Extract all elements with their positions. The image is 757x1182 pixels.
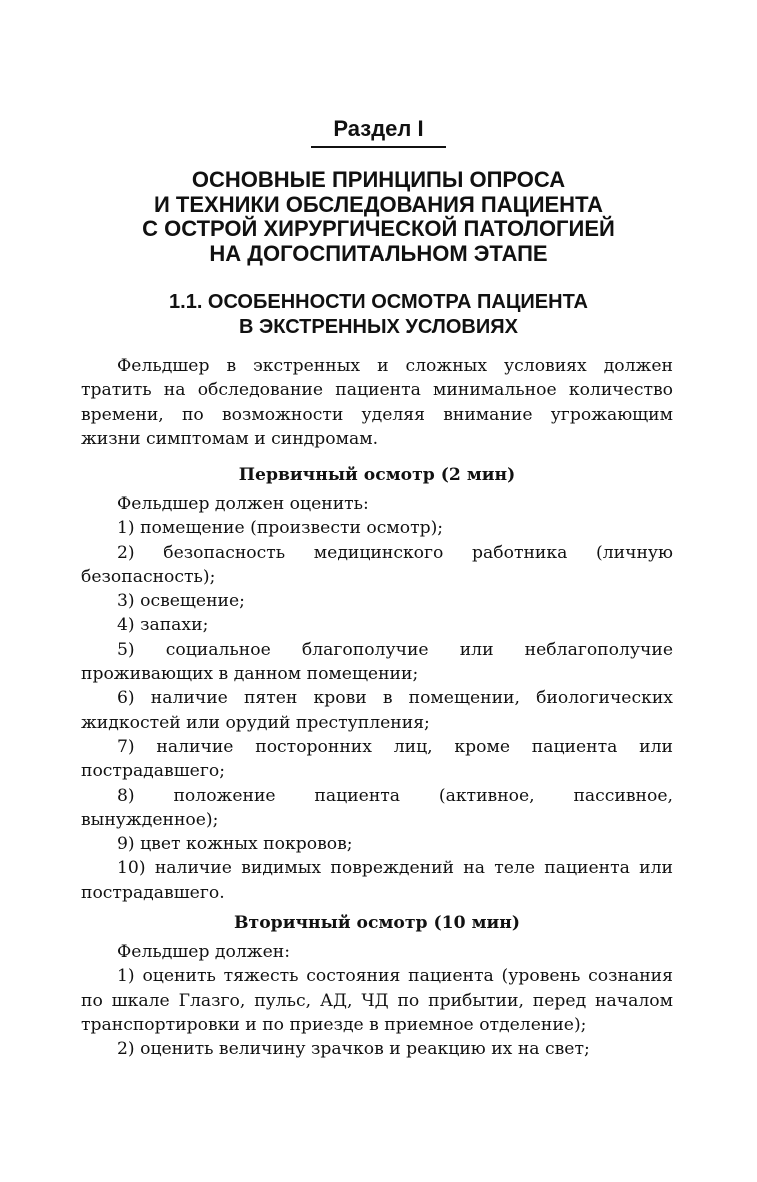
list-item: 7) наличие посторонних лиц, кроме пациента или пострадавшего; [81, 736, 673, 782]
intro-paragraph: Фельдшер в экстренных и сложных условиях должен тратить на обследование пациента минимальное количество времени, по возможности уделяя внимание угрожающим жизни симптомам и синдромам. [81, 356, 673, 449]
list-item: 2) безопасность медицинского работника (личную безопасность); [81, 542, 673, 587]
primary-exam-lead: Фельдшер должен оценить: [117, 494, 369, 514]
secondary-exam-list [81, 940, 673, 1061]
secondary-exam-heading: Вторичный осмотр (10 мин) [234, 913, 520, 933]
list-item: 1) оценить тяжесть состояния пациента (уровень сознания по шкале Глазго, пульс, АД, ЧД по прибытии, перед началом транспортировки и по приезде в приемное отделение); [81, 966, 673, 1035]
list-item: 9) цвет кожных покровов; [117, 834, 353, 855]
list-item: 1) помещение (произвести осмотр); [117, 518, 444, 539]
list-item: 10) наличие видимых повреждений на теле пациента или пострадавшего. [81, 858, 673, 903]
secondary-exam-lead: Фельдшер должен: [117, 942, 290, 962]
section-label-text: Раздел I [311, 114, 445, 148]
list-item: 2) оценить величину зрачков и реакцию их на свет; [117, 1039, 590, 1060]
list-item: 3) освещение; [117, 591, 245, 612]
chapter-title [60, 168, 697, 266]
subsection-title [60, 290, 697, 340]
list-item: 4) запахи; [117, 615, 209, 636]
list-item: 8) положение пациента (активное, пассивное, вынужденное); [81, 785, 673, 830]
subsection-title-line: 1.1. ОСОБЕННОСТИ ОСМОТРА ПАЦИЕНТА [169, 291, 588, 313]
chapter-title-line: ОСНОВНЫЕ ПРИНЦИПЫ ОПРОСА [191, 167, 566, 192]
chapter-title-line: С ОСТРОЙ ХИРУРГИЧЕСКОЙ ПАТОЛОГИЕЙ [142, 216, 615, 241]
list-item: 5) социальное благополучие или неблагополучие проживающих в данном помещении; [81, 639, 673, 685]
primary-exam-heading: Первичный осмотр (2 мин) [238, 465, 516, 485]
primary-exam-list [81, 492, 673, 905]
chapter-title-line: НА ДОГОСПИТАЛЬНОМ ЭТАПЕ [209, 240, 548, 266]
list-item: 6) наличие пятен крови в помещении, биологических жидкостей или орудий преступления; [81, 688, 673, 733]
chapter-title-line: И ТЕХНИКИ ОБСЛЕДОВАНИЯ ПАЦИЕНТА [153, 191, 604, 217]
intro-block [81, 354, 673, 451]
section-label [0, 114, 757, 148]
subsection-title-line: В ЭКСТРЕННЫХ УСЛОВИЯХ [239, 316, 518, 338]
